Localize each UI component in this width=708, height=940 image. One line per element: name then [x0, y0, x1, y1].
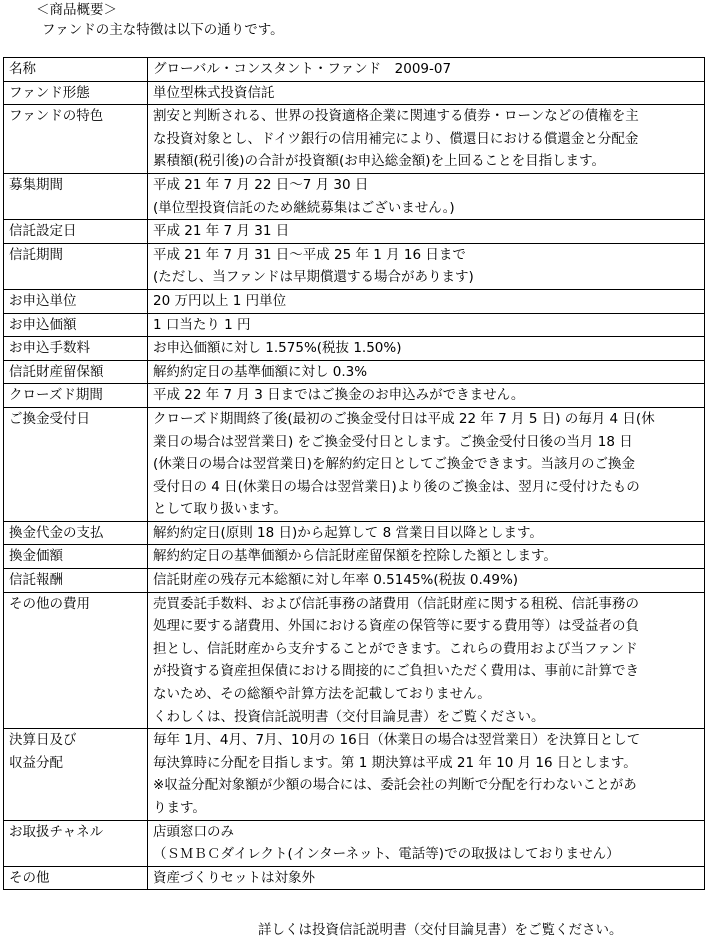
row-label-cell	[4, 313, 148, 337]
row-label: 名称	[9, 61, 36, 77]
row-label: お申込価額	[9, 316, 77, 333]
row-value-line: 割安と判断される、世界の投資適格企業に関連する債券・ローンなどの債権を主	[153, 108, 639, 125]
row-label: クローズド期間	[9, 387, 103, 404]
row-label: 決算日及び	[9, 732, 77, 749]
row-label: ご換金受付日	[9, 410, 90, 427]
row-value-cell	[148, 820, 705, 866]
row-value-line: 解約約定日(原則 18 日)から起算して 8 営業日目以降とします。	[153, 524, 543, 541]
row-label-cell	[4, 337, 148, 361]
row-label-cell	[4, 545, 148, 569]
row-value-cell	[148, 105, 705, 174]
row-label-cell	[4, 729, 148, 820]
table-row	[4, 289, 705, 313]
row-value-cell	[148, 289, 705, 313]
row-value-cell	[148, 384, 705, 408]
row-value-line: 累積額(税引後)の合計が投資額(お申込総金額)を上回ることを目指します。	[153, 153, 605, 170]
row-value-line: （ＳＭＢＣダイレクト(インターネット、電話等)での取扱はしておりません）	[153, 846, 620, 863]
row-label-cell	[4, 360, 148, 384]
row-value-line: 受付日の 4 日(休業日の場合は翌営業日)より後のご換金は、翌月に受付けたもの	[153, 478, 640, 495]
table-row	[4, 360, 705, 384]
table-row	[4, 220, 705, 244]
row-label-cell	[4, 173, 148, 219]
row-value-cell	[148, 243, 705, 289]
row-value-line: グローバル・コンスタント・ファンド 2009-07	[153, 61, 452, 77]
row-label: ファンド形態	[9, 84, 90, 101]
row-value-cell	[148, 337, 705, 361]
row-value-line: ります。	[153, 800, 206, 816]
row-value-line: 資産づくりセットは対象外	[153, 869, 315, 886]
row-value-line: な投資対象とし、ドイツ銀行の信用補完により、償還日における償還金と分配金	[153, 130, 639, 147]
row-value-cell	[148, 521, 705, 545]
row-value-cell	[148, 313, 705, 337]
table-row	[4, 105, 705, 174]
row-label-cell	[4, 407, 148, 521]
row-value-line: ないため、その総額や計算方法を記載しておりません。	[153, 686, 491, 703]
row-value-line: クローズド期間終了後(最初のご換金受付日は平成 22 年 7 月 5 日) の毎月 4 日(休	[153, 410, 655, 427]
table-row	[4, 173, 705, 219]
row-label-cell	[4, 58, 148, 82]
table-row	[4, 337, 705, 361]
row-label-cell	[4, 592, 148, 729]
row-value-cell	[148, 220, 705, 244]
row-value-line: 担とし、信託財産から支弁することができます。これらの費用および当ファンド	[153, 640, 638, 657]
row-label-cell	[4, 220, 148, 244]
row-value-line: 解約約定日の基準価額から信託財産留保額を控除した額とします。	[153, 548, 557, 565]
row-value-line: 単位型株式投資信託	[153, 84, 275, 101]
intro-text: ファンドの主な特徴は以下の通りです。	[42, 22, 284, 38]
product-summary-table	[3, 57, 705, 890]
row-value-line: 毎決算時に分配を目指します。第 1 期決算は平成 21 年 10 月 16 日とします。	[153, 754, 637, 771]
table-row	[4, 545, 705, 569]
table-row	[4, 569, 705, 593]
row-label-cell	[4, 243, 148, 289]
row-label: ファンドの特色	[9, 108, 104, 125]
row-value-line: 平成 22 年 7 月 3 日まではご換金のお申込みができません。	[153, 387, 525, 404]
table-row	[4, 729, 705, 820]
row-value-line: 信託財産の残存元本総額に対し年率 0.5145%(税抜 0.49%)	[153, 572, 519, 589]
table-row	[4, 820, 705, 866]
row-label-cell	[4, 866, 148, 890]
row-label-cell	[4, 105, 148, 174]
row-value-line: 処理に要する諸費用、外国における資産の保管等に要する費用等）は受益者の負	[153, 618, 639, 635]
row-value-cell	[148, 592, 705, 729]
table-row	[4, 866, 705, 890]
row-value-line: として取り扱います。	[153, 501, 287, 518]
row-label: 信託設定日	[9, 223, 77, 240]
table-row	[4, 81, 705, 105]
row-value-line: 1 口当たり 1 円	[153, 316, 251, 333]
row-value-cell	[148, 58, 705, 82]
row-label: 募集期間	[9, 176, 63, 193]
row-value-line: 平成 21 年 7 月 22 日～7 月 30 日	[153, 176, 369, 193]
row-value-line: ※収益分配対象額が少額の場合には、委託会社の判断で分配を行わないことがあ	[153, 777, 637, 794]
row-label: 収益分配	[9, 754, 63, 771]
row-value-line: 解約約定日の基準価額に対し 0.3%	[153, 363, 368, 380]
row-label-cell	[4, 820, 148, 866]
section-heading: ＜商品概要＞	[36, 2, 117, 18]
table-row	[4, 243, 705, 289]
row-value-line: 毎年 1月、4月、7月、10月の 16日（休業日の場合は翌営業日）を決算日として	[153, 732, 641, 749]
row-value-line: (ただし、当ファンドは早期償還する場合があります)	[153, 269, 474, 286]
row-label-cell	[4, 569, 148, 593]
row-value-cell	[148, 173, 705, 219]
row-value-cell	[148, 545, 705, 569]
row-label-cell	[4, 384, 148, 408]
row-label: お申込単位	[9, 292, 77, 309]
table-row	[4, 58, 705, 82]
row-value-line: 平成 21 年 7 月 31 日～平成 25 年 1 月 16 日まで	[153, 246, 466, 263]
row-label: 換金代金の支払	[9, 524, 104, 541]
table-row	[4, 407, 705, 521]
row-label: その他	[9, 869, 50, 886]
table-row	[4, 521, 705, 545]
row-value-line: 売買委託手数料、および信託事務の諸費用（信託財産に関する租税、信託事務の	[153, 595, 639, 612]
row-label: お取扱チャネル	[9, 823, 104, 840]
table-row	[4, 384, 705, 408]
row-value-line: 店頭窓口のみ	[153, 823, 234, 840]
row-label-cell	[4, 289, 148, 313]
row-value-line: (単位型投資信託のため継続募集はございません。)	[153, 199, 455, 216]
row-label-cell	[4, 81, 148, 105]
table-row	[4, 592, 705, 729]
row-label: 信託報酬	[9, 572, 63, 589]
row-value-line: お申込価額に対し 1.575%(税抜 1.50%)	[153, 340, 402, 357]
row-value-line: 業日の場合は翌営業日) をご換金受付日とします。ご換金受付日後の当月 18 日	[153, 433, 633, 450]
row-value-cell	[148, 866, 705, 890]
row-label: その他の費用	[9, 595, 90, 612]
row-label: 信託財産留保額	[9, 363, 104, 380]
row-label: 換金価額	[9, 548, 63, 565]
row-value-cell	[148, 569, 705, 593]
row-label-cell	[4, 521, 148, 545]
table-row	[4, 313, 705, 337]
row-value-cell	[148, 407, 705, 521]
row-value-line: 20 万円以上 1 円単位	[153, 292, 287, 309]
row-value-line: 平成 21 年 7 月 31 日	[153, 223, 290, 240]
footer-note: 詳しくは投資信託説明書（交付目論見書）をご覧ください。	[258, 922, 623, 938]
row-value-cell	[148, 81, 705, 105]
row-value-line: くわしくは、投資信託説明書（交付目論見書）をご覧ください。	[153, 708, 545, 725]
row-value-cell	[148, 360, 705, 384]
row-value-line: が投資する資産担保債における間接的にご負担いただく費用は、事前に計算でき	[153, 663, 639, 680]
row-label: 信託期間	[9, 246, 63, 263]
row-label: お申込手数料	[9, 340, 90, 357]
row-value-line: (休業日の場合は翌営業日)を解約約定日としてご換金できます。当該月のご換金	[153, 456, 635, 473]
row-value-cell	[148, 729, 705, 820]
